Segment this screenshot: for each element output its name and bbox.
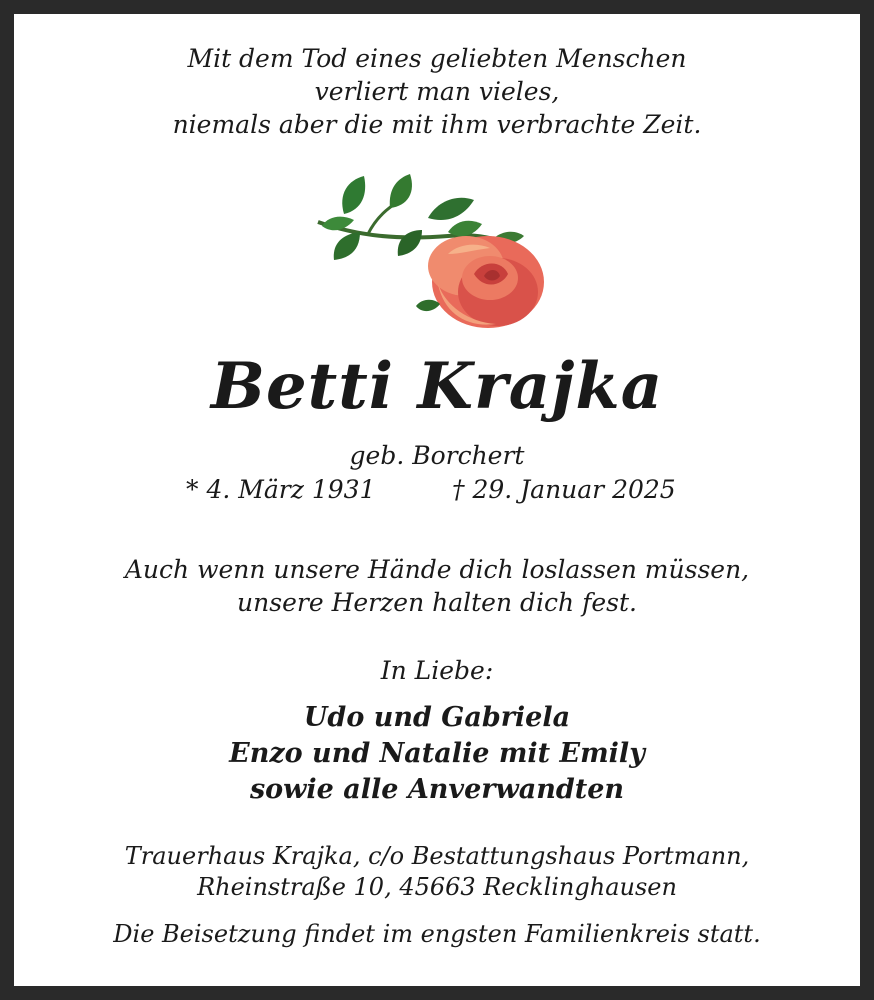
rose-icon [298,174,546,330]
deceased-name: Betti Krajka [210,349,664,424]
birth-date: * 4. März 1931 [186,475,376,504]
verse-line-1: Auch wenn unsere Hände dich loslassen müssen, [124,555,750,584]
address-line-2: Rheinstraße 10, 45663 Recklinghausen [197,873,677,901]
mourner-line-2: Enzo und Natalie mit Emily [229,738,645,769]
death-date: † 29. Januar 2025 [452,475,676,504]
address-line-1: Trauerhaus Krajka, c/o Bestattungshaus Portmann, [124,842,750,870]
motto-line-1: Mit dem Tod eines geliebten Menschen [187,44,687,73]
motto-line-3: niemals aber die mit ihm verbrachte Zeit. [172,110,702,139]
maiden-name: geb. Borchert [349,441,525,470]
mourner-line-1: Udo und Gabriela [303,702,571,733]
burial-note: Die Beisetzung findet im engsten Familienkreis statt. [113,920,761,948]
mourner-line-3: sowie alle Anverwandten [249,774,625,805]
mourners-intro: In Liebe: [380,656,494,685]
obituary-notice [14,14,860,986]
verse-line-2: unsere Herzen halten dich fest. [237,588,637,617]
motto-line-2: verliert man vieles, [314,77,560,106]
